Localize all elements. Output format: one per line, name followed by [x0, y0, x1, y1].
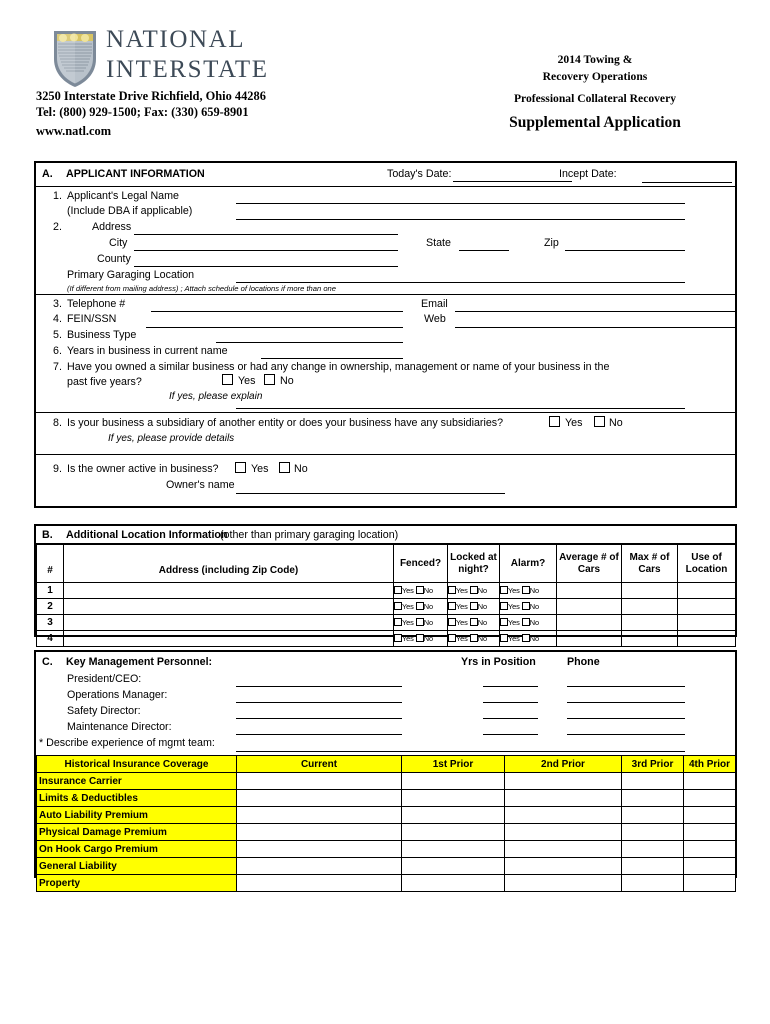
row-address-input[interactable]	[64, 599, 394, 615]
section-a-letter: A.	[42, 168, 53, 180]
telephone-input[interactable]	[151, 311, 403, 312]
row-locked-cell: Yes No	[448, 583, 500, 599]
applicant-dba-input[interactable]	[236, 219, 685, 220]
doc-main-title: Supplemental Application	[509, 114, 681, 131]
alarm-yes-checkbox[interactable]	[500, 602, 508, 610]
hist-cell-current[interactable]	[237, 807, 402, 824]
safety-director-name-input[interactable]	[236, 718, 402, 719]
q8-label: Is your business a subsidiary of another entity or does your business have any subsidiaries?	[67, 417, 504, 429]
hist-cell-4th-prior[interactable]	[684, 875, 736, 892]
q9-no-checkbox[interactable]	[279, 462, 290, 473]
section-b-header	[36, 526, 735, 544]
q2-number: 2.	[53, 221, 62, 233]
business-type-label: Business Type	[67, 329, 137, 341]
section-b-title: Additional Location Information	[66, 529, 228, 541]
city-input[interactable]	[134, 250, 398, 251]
row-locked-cell: Yes No	[448, 615, 500, 631]
col-max-cars: Max # of Cars	[622, 545, 678, 583]
additional-locations-table	[36, 544, 736, 647]
hist-cell-3rd-prior[interactable]	[622, 807, 684, 824]
years-in-business-label: Years in business in current name	[67, 345, 228, 357]
safety-director-phone-input[interactable]	[567, 718, 685, 719]
fenced-yes-checkbox[interactable]	[394, 618, 402, 626]
q1-label: Applicant's Legal Name	[67, 190, 179, 202]
address-label: Address	[92, 221, 132, 233]
section-a-applicant-information	[34, 161, 737, 508]
table-row	[37, 599, 736, 615]
todays-date-label: Today's Date:	[387, 168, 452, 180]
hist-cell-4th-prior[interactable]	[684, 807, 736, 824]
email-label: Email	[421, 298, 448, 310]
alarm-no-checkbox[interactable]	[522, 634, 530, 642]
q7-label-line2: past five years?	[67, 376, 142, 388]
row-fenced-cell: Yes No	[394, 615, 448, 631]
row-fenced-cell: Yes No	[394, 631, 448, 647]
hist-cell-current[interactable]	[237, 858, 402, 875]
hist-col-2nd-prior: 2nd Prior	[505, 756, 622, 773]
hist-row-label: Property	[37, 875, 237, 892]
section-c-key-management	[34, 650, 737, 889]
q7-yes-checkbox[interactable]	[222, 374, 233, 385]
col-locked-at-night: Locked at night?	[448, 545, 500, 583]
hist-cell-2nd-prior[interactable]	[505, 807, 622, 824]
brand-line-1: NATIONAL	[106, 26, 246, 53]
table-row	[37, 841, 736, 858]
safety-director-yrs-input[interactable]	[483, 718, 538, 719]
row-fenced-cell: Yes No	[394, 599, 448, 615]
section-c-title: Key Management Personnel:	[66, 656, 213, 668]
row-use-of-location-input[interactable]	[678, 599, 736, 615]
row-number: 3	[37, 615, 64, 631]
hist-cell-1st-prior[interactable]	[402, 841, 505, 858]
hist-row-label: Insurance Carrier	[37, 773, 237, 790]
row-locked-cell: Yes No	[448, 599, 500, 615]
todays-date-input[interactable]	[453, 181, 572, 182]
state-input[interactable]	[459, 250, 509, 251]
document-title-block	[440, 52, 750, 132]
hist-cell-1st-prior[interactable]	[402, 790, 505, 807]
locked-yes-checkbox[interactable]	[448, 634, 456, 642]
hist-cell-current[interactable]	[237, 790, 402, 807]
alarm-no-checkbox[interactable]	[522, 618, 530, 626]
q5-number: 5.	[53, 329, 62, 341]
locked-no-checkbox[interactable]	[470, 618, 478, 626]
hist-cell-1st-prior[interactable]	[402, 824, 505, 841]
row-average-cars-input[interactable]	[557, 599, 622, 615]
alarm-no-checkbox[interactable]	[522, 602, 530, 610]
col-number: #	[37, 545, 64, 583]
describe-mgmt-experience-label: * Describe experience of mgmt team:	[39, 737, 215, 749]
q6-number: 6.	[53, 345, 62, 357]
hist-col-label: Historical Insurance Coverage	[37, 756, 237, 773]
operations-manager-name-input[interactable]	[236, 702, 402, 703]
row-number: 2	[37, 599, 64, 615]
section-a-divider-1	[36, 294, 735, 295]
table-row	[37, 631, 736, 647]
hist-row-label: Physical Damage Premium	[37, 824, 237, 841]
hist-row-label: On Hook Cargo Premium	[37, 841, 237, 858]
col-use-of-location: Use of Location	[678, 545, 736, 583]
hist-cell-1st-prior[interactable]	[402, 773, 505, 790]
table-header-row	[37, 545, 736, 583]
table-row	[37, 773, 736, 790]
hist-cell-2nd-prior[interactable]	[505, 858, 622, 875]
fenced-no-checkbox[interactable]	[416, 586, 424, 594]
q7-number: 7.	[53, 361, 62, 373]
table-row	[37, 615, 736, 631]
locked-no-checkbox[interactable]	[470, 602, 478, 610]
president-ceo-yrs-input[interactable]	[483, 686, 538, 687]
hist-cell-4th-prior[interactable]	[684, 773, 736, 790]
hist-col-current: Current	[237, 756, 402, 773]
hist-cell-3rd-prior[interactable]	[622, 841, 684, 858]
president-ceo-name-input[interactable]	[236, 686, 402, 687]
row-locked-cell: Yes No	[448, 631, 500, 647]
locked-yes-checkbox[interactable]	[448, 618, 456, 626]
brand-line-2: INTERSTATE	[106, 56, 269, 83]
row-address-input[interactable]	[64, 583, 394, 599]
role-label-operations-manager: Operations Manager:	[67, 689, 168, 701]
hist-col-1st-prior: 1st Prior	[402, 756, 505, 773]
county-input[interactable]	[134, 266, 398, 267]
row-alarm-cell: Yes No	[500, 599, 557, 615]
hist-col-3rd-prior: 3rd Prior	[622, 756, 684, 773]
page-header	[0, 0, 770, 150]
col-alarm: Alarm?	[500, 545, 557, 583]
incept-date-label: Incept Date:	[559, 168, 617, 180]
phone-label: Phone	[567, 656, 600, 668]
fenced-yes-checkbox[interactable]	[394, 602, 402, 610]
hist-cell-current[interactable]	[237, 773, 402, 790]
fenced-no-checkbox[interactable]	[416, 602, 424, 610]
q9-yes-label: Yes	[251, 463, 269, 475]
q9-yes-checkbox[interactable]	[235, 462, 246, 473]
q9-label: Is the owner active in business?	[67, 463, 219, 475]
business-type-input[interactable]	[216, 342, 403, 343]
doc-subtitle: Professional Collateral Recovery	[513, 92, 677, 105]
applicant-legal-name-input[interactable]	[236, 203, 685, 204]
role-label-president-ceo: President/CEO:	[67, 673, 142, 685]
row-max-cars-input[interactable]	[622, 615, 678, 631]
describe-mgmt-experience-input[interactable]	[236, 751, 685, 752]
hist-cell-current[interactable]	[237, 875, 402, 892]
garaging-location-label: Primary Garaging Location	[67, 269, 195, 281]
brand-name	[106, 25, 269, 85]
q3-number: 3.	[53, 298, 62, 310]
q7-label-line1: Have you owned a similar business or had any change in ownership, management or name of your business in the	[67, 361, 610, 373]
q8-no-label: No	[609, 417, 623, 429]
q7-no-label: No	[280, 375, 294, 387]
q1-number: 1.	[53, 190, 62, 202]
alarm-yes-checkbox[interactable]	[500, 634, 508, 642]
role-label-safety-director: Safety Director:	[67, 705, 141, 717]
fein-ssn-input[interactable]	[146, 327, 403, 328]
row-address-input[interactable]	[64, 631, 394, 647]
row-max-cars-input[interactable]	[622, 631, 678, 647]
section-b-letter: B.	[42, 529, 53, 541]
hist-cell-3rd-prior[interactable]	[622, 875, 684, 892]
maintenance-director-phone-input[interactable]	[567, 734, 685, 735]
locked-no-checkbox[interactable]	[470, 586, 478, 594]
years-in-business-input[interactable]	[261, 358, 403, 359]
owner-name-input[interactable]	[236, 493, 505, 494]
table-row	[37, 583, 736, 599]
hist-cell-4th-prior[interactable]	[684, 841, 736, 858]
row-max-cars-input[interactable]	[622, 599, 678, 615]
section-a-title: APPLICANT INFORMATION	[66, 168, 205, 180]
hist-cell-1st-prior[interactable]	[402, 875, 505, 892]
garaging-location-note: (If different from mailing address) ; Attach schedule of locations if more than one	[67, 284, 337, 293]
telephone-label: Telephone #	[67, 298, 126, 310]
table-row	[37, 790, 736, 807]
shield-logo-icon	[52, 27, 98, 89]
zip-input[interactable]	[565, 250, 685, 251]
fenced-yes-checkbox[interactable]	[394, 586, 402, 594]
row-alarm-cell: Yes No	[500, 583, 557, 599]
web-input[interactable]	[455, 327, 735, 328]
row-alarm-cell: Yes No	[500, 631, 557, 647]
q7-explain-label: If yes, please explain	[169, 391, 263, 402]
fenced-no-checkbox[interactable]	[416, 618, 424, 626]
doc-title-line-2: Recovery Operations	[542, 69, 648, 83]
alarm-no-checkbox[interactable]	[522, 586, 530, 594]
state-label: State	[426, 237, 451, 249]
locked-yes-checkbox[interactable]	[448, 602, 456, 610]
row-use-of-location-input[interactable]	[678, 583, 736, 599]
alarm-yes-checkbox[interactable]	[500, 618, 508, 626]
hist-cell-1st-prior[interactable]	[402, 858, 505, 875]
q8-number: 8.	[53, 417, 62, 429]
hist-row-label: General Liability	[37, 858, 237, 875]
hist-cell-3rd-prior[interactable]	[622, 790, 684, 807]
hist-cell-3rd-prior[interactable]	[622, 858, 684, 875]
fenced-no-checkbox[interactable]	[416, 634, 424, 642]
q8-yes-checkbox[interactable]	[549, 416, 560, 427]
fein-ssn-label: FEIN/SSN	[67, 313, 117, 325]
hist-cell-current[interactable]	[237, 824, 402, 841]
company-address	[36, 88, 266, 120]
hist-cell-4th-prior[interactable]	[684, 858, 736, 875]
maintenance-director-yrs-input[interactable]	[483, 734, 538, 735]
row-alarm-cell: Yes No	[500, 615, 557, 631]
historical-table-header-row	[37, 756, 736, 773]
row-address-input[interactable]	[64, 615, 394, 631]
q4-number: 4.	[53, 313, 62, 325]
hist-row-label: Limits & Deductibles	[37, 790, 237, 807]
section-b-additional-locations	[34, 524, 737, 644]
hist-row-label: Auto Liability Premium	[37, 807, 237, 824]
hist-cell-3rd-prior[interactable]	[622, 824, 684, 841]
yrs-in-position-label: Yrs in Position	[461, 656, 536, 668]
hist-cell-2nd-prior[interactable]	[505, 824, 622, 841]
historical-insurance-coverage-table	[36, 755, 736, 892]
address-line-2: Tel: (800) 929-1500; Fax: (330) 659-8901	[36, 105, 249, 119]
hist-cell-3rd-prior[interactable]	[622, 773, 684, 790]
hist-col-4th-prior: 4th Prior	[684, 756, 736, 773]
hist-cell-4th-prior[interactable]	[684, 790, 736, 807]
hist-cell-current[interactable]	[237, 841, 402, 858]
section-a-divider-3	[36, 454, 735, 455]
col-address: Address (including Zip Code)	[64, 545, 394, 583]
incept-date-input[interactable]	[642, 182, 732, 183]
locked-no-checkbox[interactable]	[470, 634, 478, 642]
table-row	[37, 824, 736, 841]
q1-sub-label: (Include DBA if applicable)	[67, 205, 193, 217]
email-input[interactable]	[455, 311, 735, 312]
role-label-maintenance-director: Maintenance Director:	[67, 721, 172, 733]
section-c-letter: C.	[42, 656, 53, 668]
company-logo	[52, 27, 352, 93]
locked-yes-checkbox[interactable]	[448, 586, 456, 594]
row-number: 1	[37, 583, 64, 599]
section-a-header-divider	[36, 186, 735, 187]
q7-no-checkbox[interactable]	[264, 374, 275, 385]
web-label: Web	[424, 313, 446, 325]
table-row	[37, 875, 736, 892]
company-website: www.natl.com	[36, 124, 112, 138]
fenced-yes-checkbox[interactable]	[394, 634, 402, 642]
table-row	[37, 858, 736, 875]
hist-cell-2nd-prior[interactable]	[505, 773, 622, 790]
q9-no-label: No	[294, 463, 308, 475]
president-ceo-phone-input[interactable]	[567, 686, 685, 687]
zip-label: Zip	[544, 237, 559, 249]
q9-number: 9.	[53, 463, 62, 475]
operations-manager-phone-input[interactable]	[567, 702, 685, 703]
row-average-cars-input[interactable]	[557, 631, 622, 647]
section-b-title-note: (other than primary garaging location)	[220, 529, 399, 541]
q7-explain-input[interactable]	[236, 408, 685, 409]
row-average-cars-input[interactable]	[557, 583, 622, 599]
maintenance-director-name-input[interactable]	[236, 734, 402, 735]
col-average-cars: Average # of Cars	[557, 545, 622, 583]
city-label: City	[109, 237, 128, 249]
hist-cell-2nd-prior[interactable]	[505, 790, 622, 807]
col-fenced: Fenced?	[394, 545, 448, 583]
q8-yes-label: Yes	[565, 417, 583, 429]
row-max-cars-input[interactable]	[622, 583, 678, 599]
q8-details-label: If yes, please provide details	[108, 433, 235, 444]
row-use-of-location-input[interactable]	[678, 615, 736, 631]
address-line-1: 3250 Interstate Drive Richfield, Ohio 44286	[36, 89, 266, 103]
row-use-of-location-input[interactable]	[678, 631, 736, 647]
alarm-yes-checkbox[interactable]	[500, 586, 508, 594]
operations-manager-yrs-input[interactable]	[483, 702, 538, 703]
q8-no-checkbox[interactable]	[594, 416, 605, 427]
row-number: 4	[37, 631, 64, 647]
hist-cell-1st-prior[interactable]	[402, 807, 505, 824]
q7-yes-label: Yes	[238, 375, 256, 387]
table-row	[37, 807, 736, 824]
row-fenced-cell: Yes No	[394, 583, 448, 599]
row-average-cars-input[interactable]	[557, 615, 622, 631]
address-input[interactable]	[134, 234, 398, 235]
county-label: County	[97, 253, 131, 265]
doc-title-line-1: 2014 Towing &	[557, 53, 633, 66]
hist-cell-2nd-prior[interactable]	[505, 841, 622, 858]
section-a-divider-2	[36, 412, 735, 413]
owner-name-label: Owner's name	[166, 479, 235, 491]
garaging-location-input[interactable]	[236, 282, 685, 283]
hist-cell-4th-prior[interactable]	[684, 824, 736, 841]
hist-cell-2nd-prior[interactable]	[505, 875, 622, 892]
